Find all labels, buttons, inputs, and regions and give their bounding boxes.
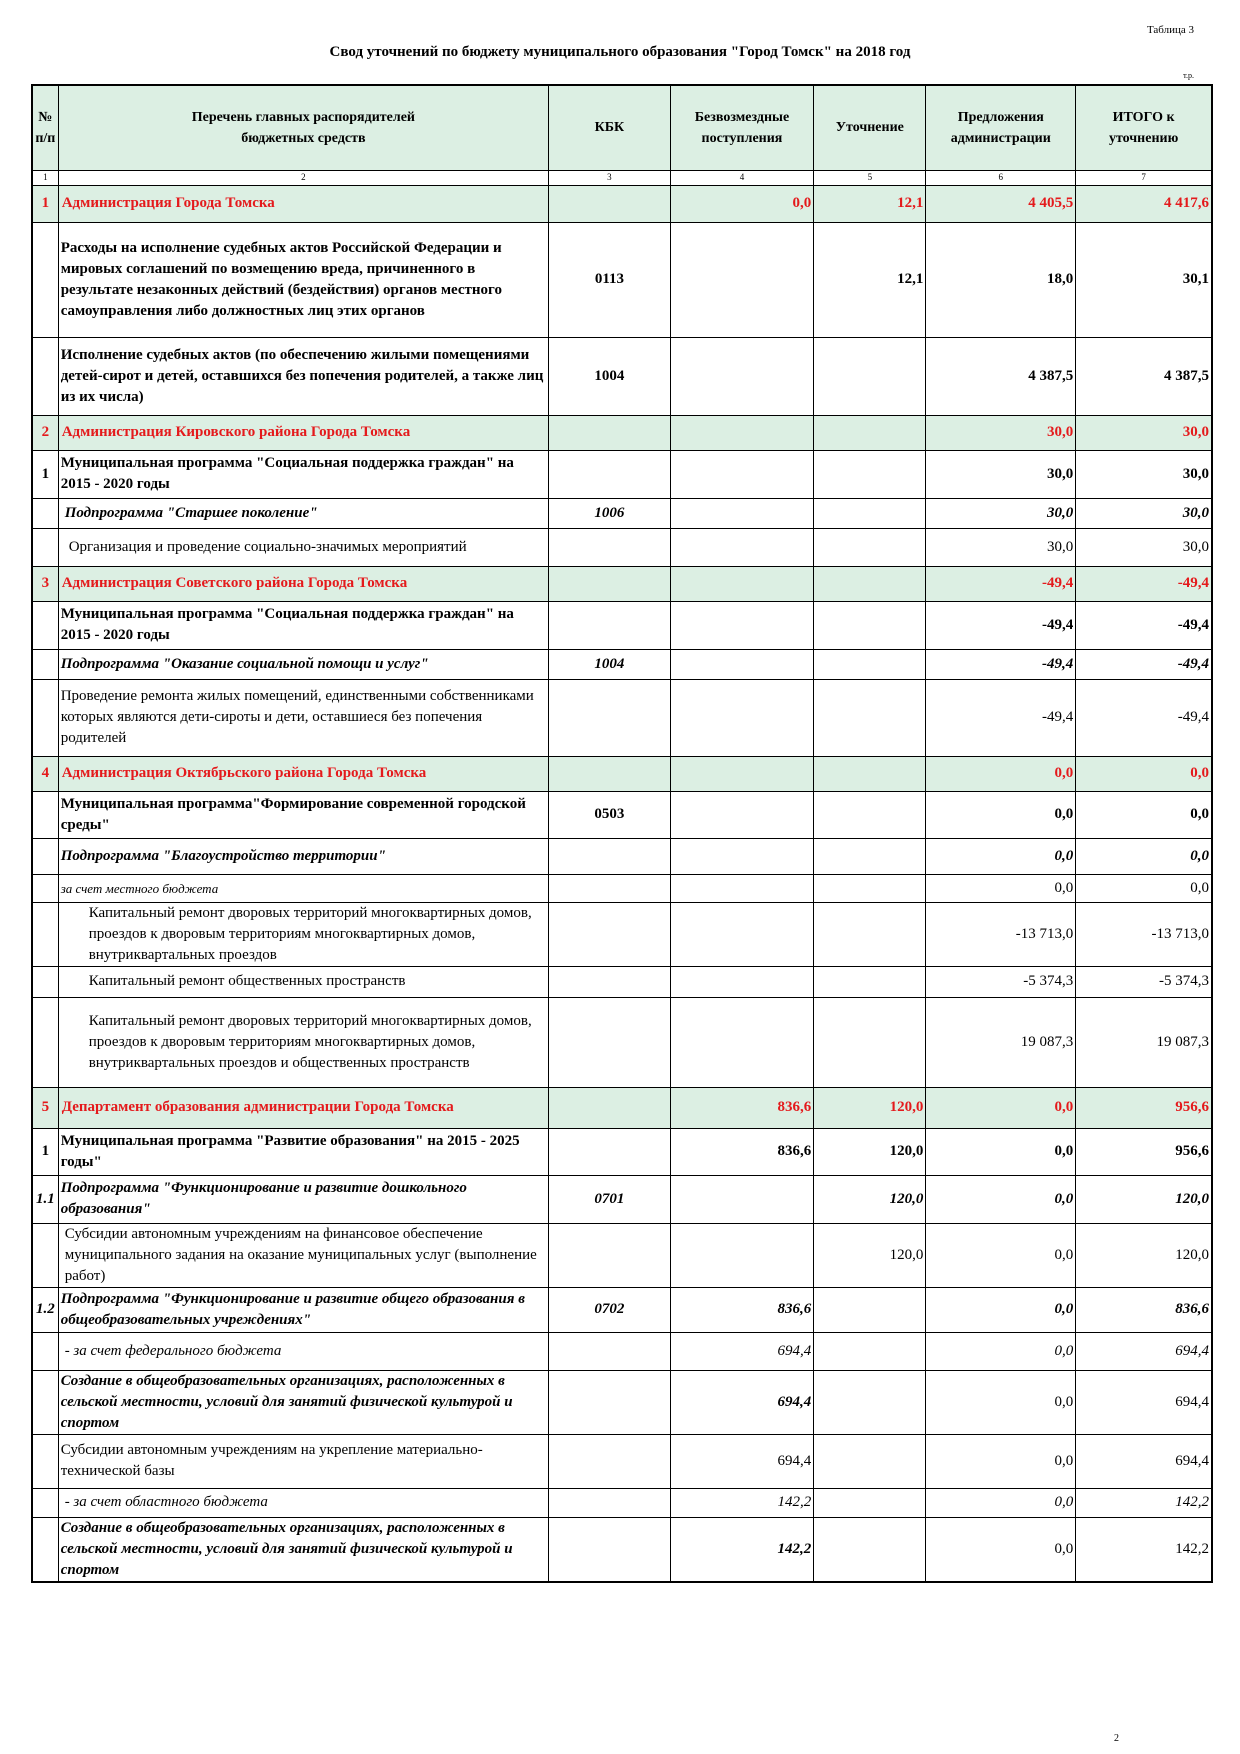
row-number [32,1434,58,1488]
row-refinement: 12,1 [814,222,926,337]
row-refinement [814,1332,926,1370]
section-row [32,1087,1212,1128]
row-number [32,838,58,874]
row-free-receipts [670,791,814,838]
row-free-receipts [670,566,814,601]
row-total: 30,0 [1076,450,1212,498]
row-proposal: 0,0 [926,1287,1076,1332]
row-free-receipts [670,1223,814,1287]
row-proposal: 0,0 [926,1517,1076,1582]
header-proposal: Предложения администрации [926,85,1076,170]
row-total: 30,0 [1076,528,1212,566]
row-free-receipts [670,649,814,679]
row-kbk [549,1488,671,1517]
row-name: Создание в общеобразовательных организациях, расположенных в сельской местности, условий для занятий физической культурой и спортом [58,1517,548,1582]
row-number: 3 [32,566,58,601]
row-free-receipts: 836,6 [670,1128,814,1175]
row-free-receipts [670,756,814,791]
table-row [32,1287,1212,1332]
colnum: 4 [670,170,814,185]
row-refinement [814,1434,926,1488]
row-number [32,498,58,528]
row-free-receipts: 694,4 [670,1434,814,1488]
table-row [32,601,1212,649]
row-number [32,222,58,337]
row-refinement [814,450,926,498]
row-name: Капитальный ремонт дворовых территорий многоквартирных домов, проездов к дворовым территориям многоквартирных домов, внутриквартальных проездов и общественных пространств [58,997,548,1087]
row-number [32,966,58,997]
row-refinement [814,1287,926,1332]
row-name: Капитальный ремонт общественных пространств [58,966,548,997]
row-number: 1 [32,450,58,498]
row-number [32,1370,58,1434]
row-proposal: 0,0 [926,1175,1076,1223]
row-proposal: 0,0 [926,1332,1076,1370]
row-kbk [549,838,671,874]
table-row [32,649,1212,679]
row-proposal: -49,4 [926,566,1076,601]
unit-label: т.р. [1183,71,1194,80]
row-free-receipts [670,601,814,649]
row-proposal: -49,4 [926,601,1076,649]
row-proposal: 0,0 [926,1223,1076,1287]
row-number [32,1332,58,1370]
row-total: -13 713,0 [1076,902,1212,966]
table-row [32,528,1212,566]
row-refinement: 120,0 [814,1128,926,1175]
row-refinement [814,498,926,528]
header-total: ИТОГО к уточнению [1076,85,1212,170]
row-name: Подпрограмма "Старшее поколение" [58,498,548,528]
table-header-row [32,85,1212,170]
row-total: -49,4 [1076,601,1212,649]
row-number [32,601,58,649]
row-free-receipts [670,838,814,874]
row-refinement [814,791,926,838]
row-proposal: 30,0 [926,415,1076,450]
row-free-receipts [670,450,814,498]
row-free-receipts: 142,2 [670,1517,814,1582]
row-name: за счет местного бюджета [58,874,548,902]
row-proposal: 0,0 [926,756,1076,791]
row-total: 4 417,6 [1076,185,1212,222]
row-refinement [814,679,926,756]
page-number: 2 [1114,1733,1119,1744]
colnum: 5 [814,170,926,185]
budget-table [31,84,1213,1583]
row-proposal: 0,0 [926,874,1076,902]
row-name: Муниципальная программа "Социальная поддержка граждан" на 2015 - 2020 годы [58,450,548,498]
row-free-receipts [670,902,814,966]
row-total: 956,6 [1076,1128,1212,1175]
row-kbk [549,1517,671,1582]
row-free-receipts [670,679,814,756]
header-refine: Уточнение [814,85,926,170]
row-total: 142,2 [1076,1517,1212,1582]
row-refinement [814,337,926,415]
row-number [32,1223,58,1287]
row-number: 1.2 [32,1287,58,1332]
row-total: 0,0 [1076,838,1212,874]
row-proposal: 0,0 [926,1128,1076,1175]
row-refinement [814,415,926,450]
table-row [32,1434,1212,1488]
row-proposal: 0,0 [926,1087,1076,1128]
row-refinement: 120,0 [814,1223,926,1287]
row-proposal: -49,4 [926,649,1076,679]
row-name: Администрация Октябрьского района Города Томска [58,756,548,791]
row-kbk [549,902,671,966]
table-row [32,1175,1212,1223]
row-number [32,997,58,1087]
row-total: 0,0 [1076,756,1212,791]
row-kbk [549,874,671,902]
row-name: Департамент образования администрации Города Томска [58,1087,548,1128]
row-proposal: 4 387,5 [926,337,1076,415]
row-kbk [549,450,671,498]
table-row [32,1223,1212,1287]
row-name: Организация и проведение социально-значимых мероприятий [58,528,548,566]
header-num: № п/п [32,85,58,170]
row-total: 836,6 [1076,1287,1212,1332]
row-proposal: 19 087,3 [926,997,1076,1087]
row-name: Подпрограмма "Функционирование и развитие общего образования в общеобразовательных учреждениях" [58,1287,548,1332]
row-total: 694,4 [1076,1332,1212,1370]
row-kbk: 0701 [549,1175,671,1223]
row-kbk: 1004 [549,337,671,415]
table-row [32,498,1212,528]
row-total: 120,0 [1076,1175,1212,1223]
colnum: 3 [549,170,671,185]
row-proposal: 30,0 [926,498,1076,528]
row-name: Муниципальная программа "Социальная поддержка граждан" на 2015 - 2020 годы [58,601,548,649]
row-kbk [549,997,671,1087]
table-row [32,337,1212,415]
row-total: 30,0 [1076,498,1212,528]
table-row [32,1488,1212,1517]
row-total: -49,4 [1076,649,1212,679]
row-total: -5 374,3 [1076,966,1212,997]
row-total: 0,0 [1076,791,1212,838]
row-free-receipts [670,337,814,415]
row-free-receipts [670,966,814,997]
row-name: Исполнение судебных актов (по обеспечению жилыми помещениями детей-сирот и детей, оставшихся без попечения родителей, а также лиц из их числа) [58,337,548,415]
row-name: - за счет областного бюджета [58,1488,548,1517]
row-proposal: 0,0 [926,791,1076,838]
row-refinement [814,566,926,601]
row-total: 694,4 [1076,1434,1212,1488]
colnum: 1 [32,170,58,185]
row-free-receipts: 694,4 [670,1370,814,1434]
row-number: 1.1 [32,1175,58,1223]
row-refinement [814,1517,926,1582]
row-kbk [549,601,671,649]
row-number [32,528,58,566]
row-name: Субсидии автономным учреждениям на финансовое обеспечение муниципального задания на оказание муниципальных услуг (выполнение работ) [58,1223,548,1287]
row-total: 120,0 [1076,1223,1212,1287]
table-row [32,222,1212,337]
row-refinement [814,838,926,874]
row-proposal: 0,0 [926,1488,1076,1517]
document-title: Свод уточнений по бюджету муниципального образования "Город Томск" на 2018 год [329,44,911,60]
table-row [32,1128,1212,1175]
row-total: 4 387,5 [1076,337,1212,415]
column-number-row [32,170,1212,185]
row-total: 30,1 [1076,222,1212,337]
row-proposal: 4 405,5 [926,185,1076,222]
row-refinement [814,649,926,679]
row-number: 4 [32,756,58,791]
row-kbk [549,1223,671,1287]
row-total: 142,2 [1076,1488,1212,1517]
row-number [32,337,58,415]
row-proposal: 30,0 [926,450,1076,498]
header-kbk: КБК [549,85,671,170]
row-kbk [549,966,671,997]
colnum: 2 [58,170,548,185]
row-free-receipts: 836,6 [670,1287,814,1332]
row-free-receipts: 142,2 [670,1488,814,1517]
row-number: 1 [32,185,58,222]
row-free-receipts: 0,0 [670,185,814,222]
table-row [32,450,1212,498]
row-refinement: 120,0 [814,1087,926,1128]
row-name: Подпрограмма "Оказание социальной помощи и услуг" [58,649,548,679]
row-name: Муниципальная программа "Развитие образования" на 2015 - 2025 годы" [58,1128,548,1175]
section-row [32,185,1212,222]
table-row [32,791,1212,838]
row-name: Субсидии автономным учреждениям на укрепление материально-технической базы [58,1434,548,1488]
table-row [32,1332,1212,1370]
row-proposal: 18,0 [926,222,1076,337]
row-number: 1 [32,1128,58,1175]
row-name: Администрация Советского района Города Томска [58,566,548,601]
row-number [32,874,58,902]
row-kbk [549,1370,671,1434]
row-total: 0,0 [1076,874,1212,902]
row-refinement [814,1370,926,1434]
row-kbk [549,566,671,601]
row-kbk [549,415,671,450]
row-refinement: 12,1 [814,185,926,222]
row-name: Расходы на исполнение судебных актов Российской Федерации и мировых соглашений по возмещению вреда, причиненного в результате незаконных действий (бездействия) органов местного самоуправления либо должностных лиц этих органов [58,222,548,337]
row-number [32,649,58,679]
table-row [32,902,1212,966]
row-number: 2 [32,415,58,450]
row-name: Администрация Города Томска [58,185,548,222]
colnum: 6 [926,170,1076,185]
row-total: 694,4 [1076,1370,1212,1434]
row-refinement [814,601,926,649]
table-row [32,1517,1212,1582]
row-free-receipts [670,222,814,337]
row-kbk [549,1434,671,1488]
section-row [32,566,1212,601]
row-free-receipts [670,997,814,1087]
row-free-receipts [670,528,814,566]
row-refinement: 120,0 [814,1175,926,1223]
row-free-receipts: 694,4 [670,1332,814,1370]
row-kbk [549,528,671,566]
table-label: Таблица 3 [1146,24,1194,36]
row-total: -49,4 [1076,566,1212,601]
section-row [32,415,1212,450]
table-row [32,874,1212,902]
row-kbk [549,1128,671,1175]
row-proposal: -13 713,0 [926,902,1076,966]
row-kbk: 0702 [549,1287,671,1332]
row-kbk: 0113 [549,222,671,337]
row-name: Муниципальная программа"Формирование современной городской среды" [58,791,548,838]
row-refinement [814,528,926,566]
row-proposal: 30,0 [926,528,1076,566]
row-free-receipts [670,498,814,528]
row-kbk: 1004 [549,649,671,679]
row-kbk [549,185,671,222]
row-number [32,791,58,838]
row-name: Проведение ремонта жилых помещений, единственными собственниками которых являются дети-сироты и дети, оставшиеся без попечения родителей [58,679,548,756]
row-proposal: -5 374,3 [926,966,1076,997]
header-name: Перечень главных распорядителей бюджетных средств [58,85,548,170]
row-name: - за счет федерального бюджета [58,1332,548,1370]
row-refinement [814,1488,926,1517]
row-proposal: 0,0 [926,1370,1076,1434]
row-proposal: -49,4 [926,679,1076,756]
row-free-receipts: 836,6 [670,1087,814,1128]
row-name: Капитальный ремонт дворовых территорий многоквартирных домов, проездов к дворовым территориям многоквартирных домов, внутриквартальных проездов [58,902,548,966]
row-kbk: 0503 [549,791,671,838]
table-row [32,997,1212,1087]
row-refinement [814,874,926,902]
row-free-receipts [670,874,814,902]
row-refinement [814,902,926,966]
row-number [32,1488,58,1517]
row-name: Подпрограмма "Благоустройство территории" [58,838,548,874]
row-refinement [814,966,926,997]
table-row [32,838,1212,874]
row-number [32,679,58,756]
row-total: 956,6 [1076,1087,1212,1128]
table-row [32,966,1212,997]
row-name: Подпрограмма "Функционирование и развитие дошкольного образования" [58,1175,548,1223]
row-refinement [814,997,926,1087]
row-kbk [549,1087,671,1128]
row-kbk: 1006 [549,498,671,528]
row-total: 19 087,3 [1076,997,1212,1087]
row-kbk [549,756,671,791]
row-number [32,902,58,966]
row-proposal: 0,0 [926,1434,1076,1488]
row-kbk [549,1332,671,1370]
row-number: 5 [32,1087,58,1128]
row-name: Администрация Кировского района Города Томска [58,415,548,450]
row-free-receipts [670,415,814,450]
table-row [32,679,1212,756]
table-row [32,1370,1212,1434]
colnum: 7 [1076,170,1212,185]
row-proposal: 0,0 [926,838,1076,874]
header-free: Безвозмездные поступления [670,85,814,170]
row-kbk [549,679,671,756]
section-row [32,756,1212,791]
row-total: -49,4 [1076,679,1212,756]
row-refinement [814,756,926,791]
row-free-receipts [670,1175,814,1223]
row-total: 30,0 [1076,415,1212,450]
row-number [32,1517,58,1582]
row-name: Создание в общеобразовательных организациях, расположенных в сельской местности, условий для занятий физической культурой и спортом [58,1370,548,1434]
